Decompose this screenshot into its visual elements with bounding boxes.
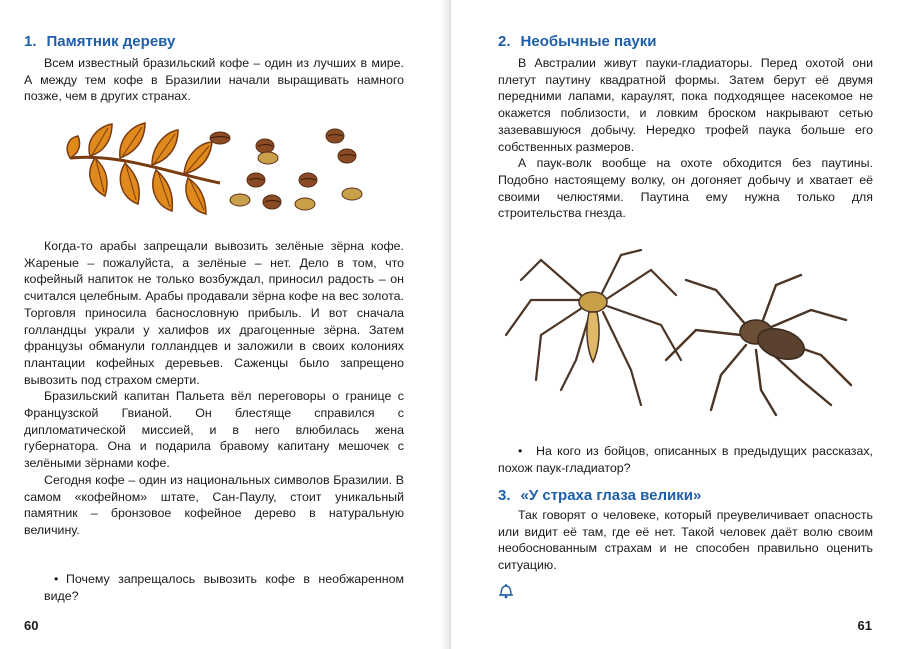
section-3-heading — [498, 487, 701, 504]
spiders-illustration — [501, 240, 881, 420]
body-paragraph-1: Когда-то арабы запрещали вывозить зелёные зёрна кофе. Жареные – пожалуйста, а зелёные – нет. Дело в том, что кофейный напиток не только возбуждал, приносил радость – он считался целебным. Арабы продавали зёрна кофе на вес золота. Торговля приносила баснословную прибыль. И вот сначала голландцы украли у халифов их драгоценные зёрна. Затем французы обманули голландцев и заложили в своих колониях плантации кофейных деревьев. Саженцы было запрещено вывозить под страхом смерти. — [24, 239, 404, 387]
section-3-number: 3. — [498, 487, 511, 504]
right-page — [451, 0, 900, 649]
section-1-number: 1. — [24, 33, 37, 50]
section-2-body — [498, 55, 873, 222]
intro-paragraph: Всем известный бразильский кофе – один из лучших в мире. А между тем кофе в Бразилии начали выращивать намного позже, чем в других странах. — [24, 56, 404, 104]
section-2-heading — [498, 33, 657, 50]
section-2-title: Необычные пауки — [520, 33, 657, 50]
coffee-branch-and-beans-illustration — [60, 118, 380, 218]
question-text: Почему запрещалось вывозить кофе в необжаренном виде? — [44, 572, 404, 603]
body-paragraph-3: Сегодня кофе – один из национальных символов Бразилии. В самом «кофейном» штате, Сан-Паулу, стоит уникальный памятник – бронзовое кофейное дерево в натуральную величину. — [24, 472, 404, 537]
body-paragraph-2: Бразильский капитан Пальета вёл переговоры о границе с Французской Гвианой. Он блестяще справился с дипломатической миссией, и в него влюбилась жена губернатора. Она и подарила бравому капитану мешочек с зелёными зёрнами кофе. — [24, 389, 404, 471]
section-1-question — [24, 571, 404, 604]
section-2-question — [498, 443, 873, 476]
section-1-title: Памятник дереву — [46, 33, 176, 50]
section-3-paragraph: Так говорят о человеке, который преувеличивает опасность или видит её там, где её нет. Такой человек даёт волю своим необоснованным страхам и не способен правильно оценить ситуацию. — [498, 508, 873, 573]
page-number-right: 61 — [857, 618, 872, 633]
spider-paragraph-1: В Австралии живут пауки-гладиаторы. Перед охотой они плетут паутину квадратной формы. Затем берут её двумя передними лапами, караулят, пока подходящее насекомое не окажется поблизости, и ловким броском накрывают сетью зазевавшуюся добычу. Нередко трофей паука больше его собственных размеров. — [498, 56, 873, 154]
section-1-intro — [24, 55, 404, 105]
section-2-number: 2. — [498, 33, 511, 50]
question-bullet-2: • — [518, 444, 523, 458]
section-1-heading — [24, 33, 175, 50]
bell-icon — [497, 582, 515, 600]
section-3-body — [498, 507, 873, 574]
page-number-left: 60 — [24, 618, 39, 633]
question-bullet: • — [54, 572, 59, 586]
section-3-title: «У страха глаза велики» — [520, 487, 702, 504]
spider-paragraph-2: А паук-волк вообще на охоте обходится без паутины. Подобно настоящему волку, он догоняет добычу и хватает её своими челюстями. Паутина ему нужна только для строительства гнезда. — [498, 156, 873, 221]
section-1-body — [24, 238, 404, 539]
left-page — [0, 0, 449, 649]
question-text-2: На кого из бойцов, описанных в предыдущих рассказах, похож паук-гладиатор? — [498, 444, 873, 475]
